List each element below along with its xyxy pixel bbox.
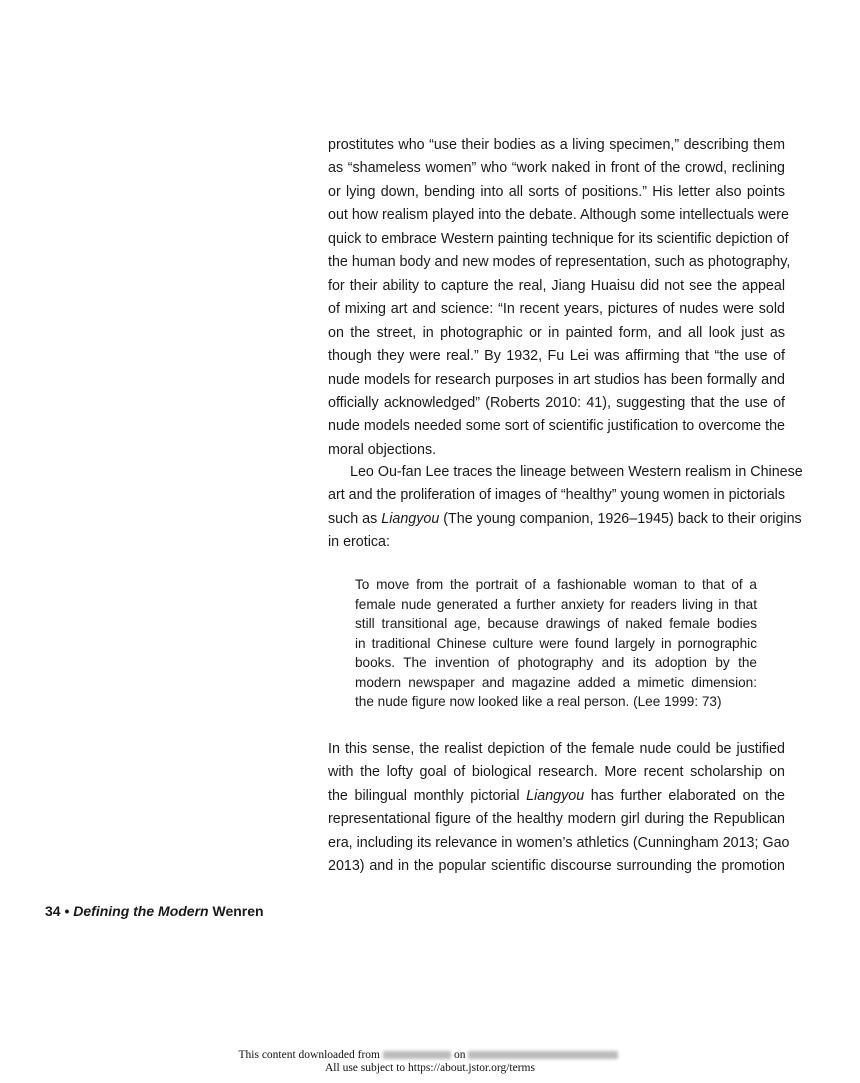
text-line: female nude generated a further anxiety for readers living in that	[355, 596, 757, 612]
terms-notice: All use subject to https://about.jstor.org/terms	[325, 1062, 535, 1074]
text-line: prostitutes who “use their bodies as a living specimen,” describing them	[328, 137, 785, 153]
block-quote	[355, 575, 757, 712]
redacted-timestamp	[468, 1051, 618, 1059]
text-line: in erotica:	[328, 534, 390, 551]
text-line: on the street, in photographic or in painted form, and all look just as	[328, 324, 785, 341]
text-line: modern newspaper and magazine added a mimetic dimension:	[355, 674, 757, 690]
text-line: the nude figure now looked like a real person. (Lee 1999: 73)	[355, 694, 722, 709]
download-text: This content downloaded from	[238, 1049, 380, 1061]
text-line: of mixing art and science: “In recent years, pictures of nudes were sold	[328, 301, 785, 318]
text-line: Leo Ou-fan Lee traces the lineage between Western realism in Chinese	[350, 464, 803, 480]
text-line: books. The invention of photography and its adoption by the	[355, 655, 757, 670]
running-footer	[45, 903, 264, 919]
text-line: To move from the portrait of a fashionable woman to that of a	[355, 577, 757, 592]
text-line: the bilingual monthly pictorial Liangyou has further elaborated on the	[328, 787, 785, 804]
text-line: still transitional age, because drawings of naked female bodies	[355, 616, 757, 631]
book-title-italic: Defining the Modern	[73, 903, 209, 919]
jstor-footer	[0, 1049, 860, 1075]
text-line: with the lofty goal of biological research. More recent scholarship on	[328, 764, 785, 781]
redacted-ip	[383, 1051, 451, 1059]
text-line: in traditional Chinese culture were found largely in pornographic	[355, 635, 757, 651]
book-title-roman: Wenren	[212, 903, 264, 919]
text-line: representational figure of the healthy modern girl during the Republican	[328, 811, 785, 828]
text-line: quick to embrace Western painting technique for its scientific depiction of	[328, 230, 789, 247]
text-line: era, including its relevance in women’s athletics (Cunningham 2013; Gao	[328, 834, 790, 851]
download-notice	[0, 1049, 860, 1062]
text-line: nude models for research purposes in art studios has been formally and	[328, 371, 785, 388]
text-line: the human body and new modes of representation, such as photography,	[328, 254, 791, 271]
text-line: out how realism played into the debate. Although some intellectuals were	[328, 207, 789, 224]
text-line: or lying down, bending into all sorts of positions.” His letter also points	[328, 183, 785, 200]
body-paragraph-1	[328, 134, 791, 462]
page-number: 34	[45, 903, 61, 919]
text-line: moral objections.	[328, 441, 437, 458]
text-line: 2013) and in the popular scientific discourse surrounding the promotion	[328, 858, 785, 875]
text-line: as “shameless women” who “work naked in front of the crowd, reclining	[328, 160, 785, 177]
text-line: nude models needed some sort of scientific justification to overcome the	[328, 418, 785, 435]
body-paragraph-2	[328, 461, 803, 555]
on-text: on	[453, 1049, 466, 1061]
text-line: such as Liangyou (The young companion, 1926–1945) back to their origins	[328, 510, 802, 527]
text-line: officially acknowledged” (Roberts 2010: 41), suggesting that the use of	[328, 394, 785, 411]
separator-bullet: •	[64, 903, 70, 919]
text-line: art and the proliferation of images of “healthy” young women in pictorials	[328, 487, 785, 504]
text-line: In this sense, the realist depiction of the female nude could be justified	[328, 741, 785, 757]
body-paragraph-3	[328, 738, 790, 879]
italic-title: Liangyou	[381, 510, 440, 527]
text-line: though they were real.” By 1932, Fu Lei was affirming that “the use of	[328, 348, 785, 365]
italic-title: Liangyou	[526, 787, 585, 804]
text-line: for their ability to capture the real, Jiang Huaisu did not see the appeal	[328, 277, 785, 294]
